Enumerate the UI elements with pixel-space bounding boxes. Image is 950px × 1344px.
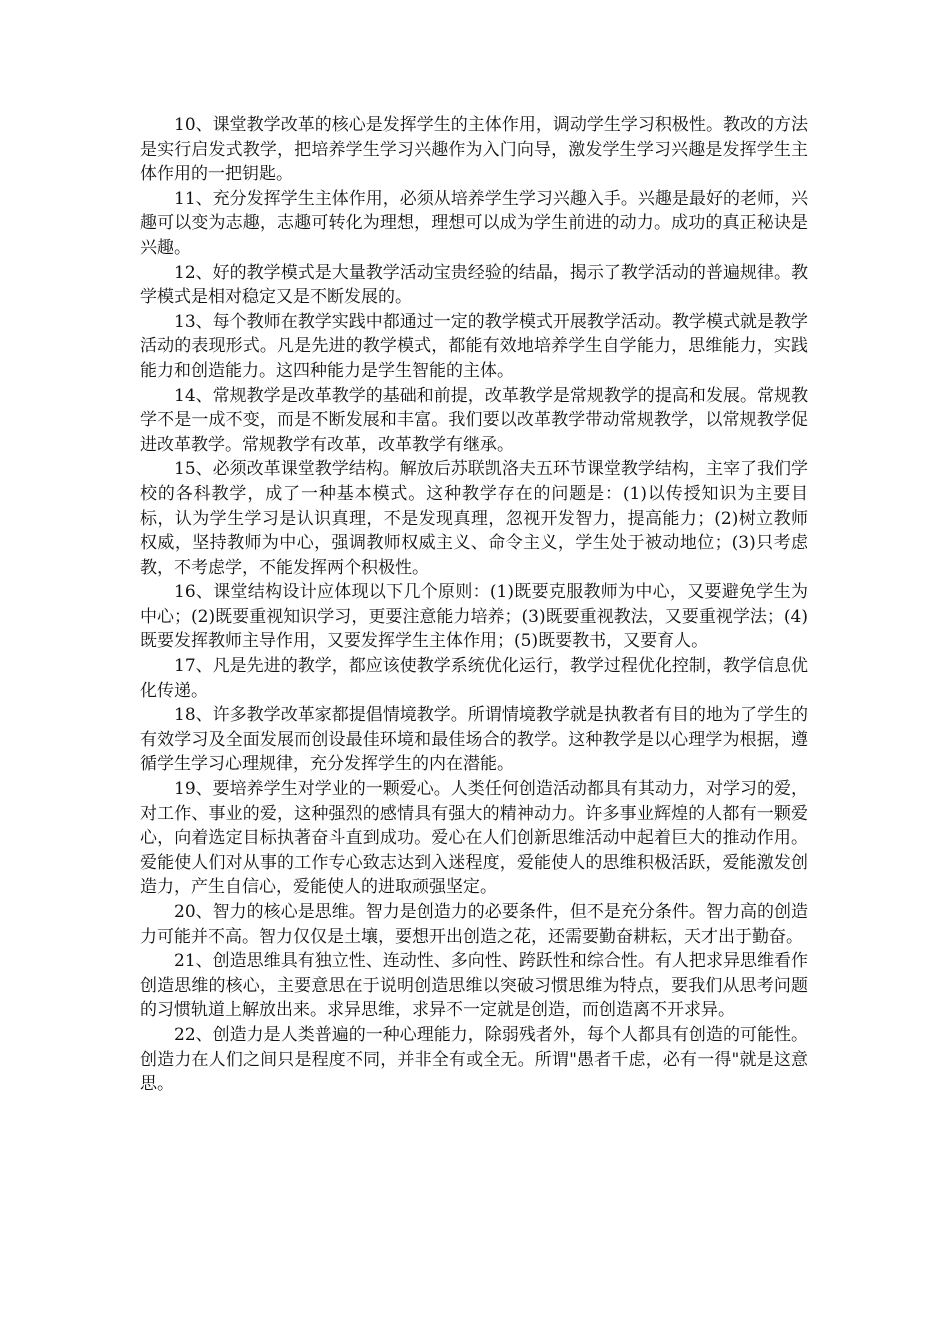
paragraph-13: 13、每个教师在教学实践中都通过一定的教学模式开展教学活动。教学模式就是教学活动的表现形式。凡是先进的教学模式，都能有效地培养学生自学能力，思维能力，实践能力和创造能力。这四种能力是学生智能的主体。 bbox=[140, 311, 808, 381]
paragraph-10: 10、课堂教学改革的核心是发挥学生的主体作用，调动学生学习积极性。教改的方法是实行启发式教学，把培养学生学习兴趣作为入门向导，激发学生学习兴趣是发挥学生主体作用的一把钥匙。 bbox=[140, 115, 808, 185]
paragraph-18: 18、许多教学改革家都提倡情境教学。所谓情境教学就是执教者有目的地为了学生的有效学习及全面发展而创设最佳环境和最佳场合的教学。这种教学是以心理学为根据，遵循学生学习心理规律，充分发挥学生的内在潜能。 bbox=[140, 705, 808, 775]
paragraph-16: 16、课堂结构设计应体现以下几个原则：(1)既要克服教师为中心，又要避免学生为中心；(2)既要重视知识学习，更要注意能力培养；(3)既要重视教法，又要重视学法；(4)既要发挥教师主导作用，又要发挥学生主体作用；(5)既要教书，又要育人。 bbox=[140, 582, 808, 652]
paragraph-22: 22、创造力是人类普遍的一种心理能力，除弱残者外，每个人都具有创造的可能性。创造力在人们之间只是程度不同，并非全有或全无。所谓"愚者千虑，必有一得"就是这意思。 bbox=[140, 1024, 808, 1095]
paragraph-21: 21、创造思维具有独立性、连动性、多向性、跨跃性和综合性。有人把求异思维看作创造思维的核心，主要意思在于说明创造思维以突破习惯思维为特点，要我们从思考问题的习惯轨道上解放出来。求异思维，求异不一定就是创造，而创造离不开求异。 bbox=[140, 951, 808, 1021]
document-body bbox=[140, 113, 808, 1097]
paragraph-17: 17、凡是先进的教学，都应该使教学系统优化运行，教学过程优化控制，教学信息优化传递。 bbox=[140, 656, 808, 701]
paragraph-15: 15、必须改革课堂教学结构。解放后苏联凯洛夫五环节课堂教学结构，主宰了我们学校的各科教学，成了一种基本模式。这种教学存在的问题是：(1)以传授知识为主要目标，认为学生学习是认识真理，不是发现真理，忽视开发智力，提高能力；(2)树立教师权威，坚持教师为中心，强调教师权威主义、命令主义，学生处于被动地位；(3)只考虑教，不考虑学，不能发挥两个积极性。 bbox=[140, 459, 808, 578]
paragraph-20: 20、智力的核心是思维。智力是创造力的必要条件，但不是充分条件。智力高的创造力可能并不高。智力仅仅是土壤，要想开出创造之花，还需要勤奋耕耘，天才出于勤奋。 bbox=[140, 902, 808, 947]
paragraph-11: 11、充分发挥学生主体作用，必须从培养学生学习兴趣入手。兴趣是最好的老师，兴趣可以变为志趣，志趣可转化为理想，理想可以成为学生前进的动力。成功的真正秘诀是兴趣。 bbox=[140, 188, 808, 258]
paragraph-19: 19、要培养学生对学业的一颗爱心。人类任何创造活动都具有其动力，对学习的爱，对工作、事业的爱，这种强烈的感情具有强大的精神动力。许多事业辉煌的人都有一颗爱心，向着选定目标执著奋斗直到成功。爱心在人们创新思维活动中起着巨大的推动作用。爱能使人们对从事的工作专心致志达到入迷程度，爱能使人的思维积极活跃，爱能激发创造力，产生自信心，爱能使人的进取顽强坚定。 bbox=[140, 779, 808, 898]
paragraph-14: 14、常规教学是改革教学的基础和前提，改革教学是常规教学的提高和发展。常规教学不是一成不变，而是不断发展和丰富。我们要以改革教学带动常规教学，以常规教学促进改革教学。常规教学有改革，改革教学有继承。 bbox=[140, 385, 808, 455]
paragraph-12: 12、好的教学模式是大量教学活动宝贵经验的结晶，揭示了教学活动的普遍规律。教学模式是相对稳定又是不断发展的。 bbox=[140, 262, 808, 308]
